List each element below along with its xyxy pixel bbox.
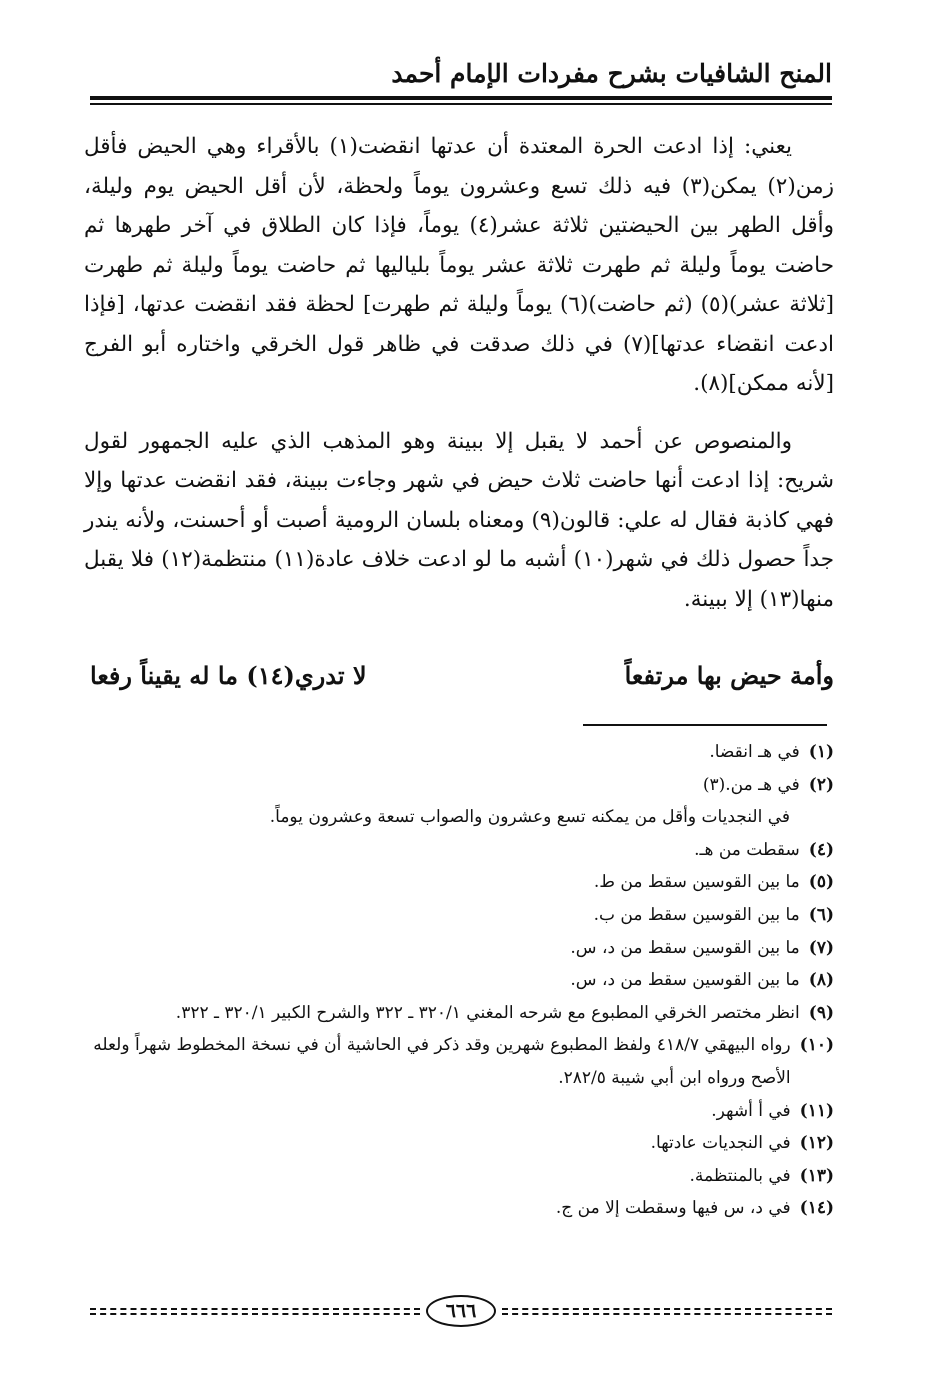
footnote-text: ما بين القوسين سقط من د، س. [570,937,800,958]
footnote-text: ما بين القوسين سقط من د، س. [570,970,800,991]
footnote-text: ما بين القوسين سقط من ب. [593,904,800,925]
footnote-text: في د، س فيها وسقطت إلا من ج. [555,1198,791,1219]
footnote-number: (١٠) [799,1035,834,1056]
verse-hemistich-second: لا تدري(١٤) ما له يقيناً رفعا [90,661,367,690]
footnote-item [84,899,834,932]
footnote-item [84,932,834,965]
footnote-item [84,1160,834,1193]
footnote-text: في هـ انقضا. [709,742,800,762]
footnote-item [84,834,834,867]
header-rule-thick [90,96,832,100]
footnote-item [84,736,834,769]
footnote-number: (١٤) [799,1198,834,1219]
footnote-text: في النجديات عادتها. [650,1133,791,1154]
footnote-text: انظر مختصر الخرقي المطبوع مع شرحه المغني ٣٢٠/١ ـ ٣٢٢ والشرح الكبير ٣٢٠/١ ـ ٣٢٢. [175,1002,800,1023]
paragraph-2: والمنصوص عن أحمد لا يقبل إلا ببينة وهو المذهب الذي عليه الجمهور لقول شريح: إذا ادعت أنها حاضت ثلاث حيض في شهر وجاءت ببينة، فقد انقضت عدتها وإلا فهي كاذبة فقال له علي: قالون(٩) ومعناه بلسان الرومية أصبت أو أحسنت، ولأنه يندر جداً حصول ذلك في شهر(١٠) أشبه ما لو ادعت خلاف عادة(١١) منتظمة(١٢) فلا يقبل منها(١٣) إلا ببينة. [84,428,834,612]
page-number: ٦٦٦ [426,1295,496,1327]
footnote-text: في أ أشهر. [711,1100,791,1121]
footer-dashed-rule [502,1308,832,1310]
poem-verse [84,656,834,696]
footnote-continuation: في النجديات وأقل من يمكنه تسع وعشرون والصواب تسعة وعشرون يوماً. [269,807,790,828]
footnotes [84,736,834,1225]
footnote-item [84,964,834,997]
footnote-number: (١٢) [799,1133,834,1154]
footnote-number: (٨) [808,970,834,991]
footer-dashed-rule [90,1308,420,1310]
paragraph-1: يعني: إذا ادعت الحرة المعتدة أن عدتها انقضت(١) بالأقراء وهي الحيض فأقل زمن(٢) يمكن(٣) فيه ذلك تسع وعشرون يوماً ولحظة، لأن أقل الحيض يوم وليلة، وأقل الطهر بين الحيضتين ثلاثة عشر(٤) يوماً، فإذا كان الطلاق في آخر طهرها ثم حاضت يوماً وليلة ثم طهرت ثلاثة عشر يوماً بلياليها ثم حاضت يوماً وليلة ثم طهرت [ثلاثة عشر)(٥) (ثم حاضت)(٦) يوماً وليلة ثم طهرت] لحظة فقد انقضت عدتها، [فإذا ادعت انقضاء عدتها](٧) في ذلك صدقت في ظاهر قول الخرقي واختاره أبو الفرج [لأنه ممكن](٨). [84,134,834,396]
footnote-number: (١) [808,742,834,762]
footnote-number: (٤) [808,839,834,860]
footnote-item [84,1127,834,1160]
footnote-item [84,866,834,899]
footnote-number: (١١) [799,1100,834,1121]
footnote-text: في بالمنتظمة. [689,1165,791,1186]
footnote-number: (٥) [808,872,834,893]
footnote-text: سقطت من هـ. [694,839,800,860]
footnote-separator [583,724,827,726]
footer-dashed-rule [502,1313,832,1315]
footnote-item [84,769,834,802]
footnote-text: رواه البيهقي ٤١٨/٧ ولفظ المطبوع شهرين وقد ذكر في الحاشية أن في نسخة المخطوط شهراً ولعله الأصح ورواه ابن أبي شيبة ٢٨٢/٥. [93,1035,791,1088]
footnote-text: ما بين القوسين سقط من ط. [593,872,800,893]
verse-hemistich-first: وأمة حيض بها مرتفعاً [624,661,834,690]
footnote-item [84,1192,834,1225]
main-text [84,127,834,619]
footnote-text: في هـ من.(٣) [702,774,800,795]
header-rule-thin [90,103,832,105]
running-header-title: المنح الشافيات بشرح مفردات الإمام أحمد [391,59,832,88]
footnote-number: (٢) [808,774,834,795]
footnote-item [84,1095,834,1128]
page-footer [90,1294,832,1334]
footnote-number: (١٣) [799,1165,834,1186]
footer-dashed-rule [90,1313,420,1315]
footnote-item [84,997,834,1030]
footnote-number: (٧) [808,937,834,958]
footnote-number: (٩) [808,1002,834,1023]
footnote-item [84,1029,834,1094]
footnote-number: (٦) [808,904,834,925]
